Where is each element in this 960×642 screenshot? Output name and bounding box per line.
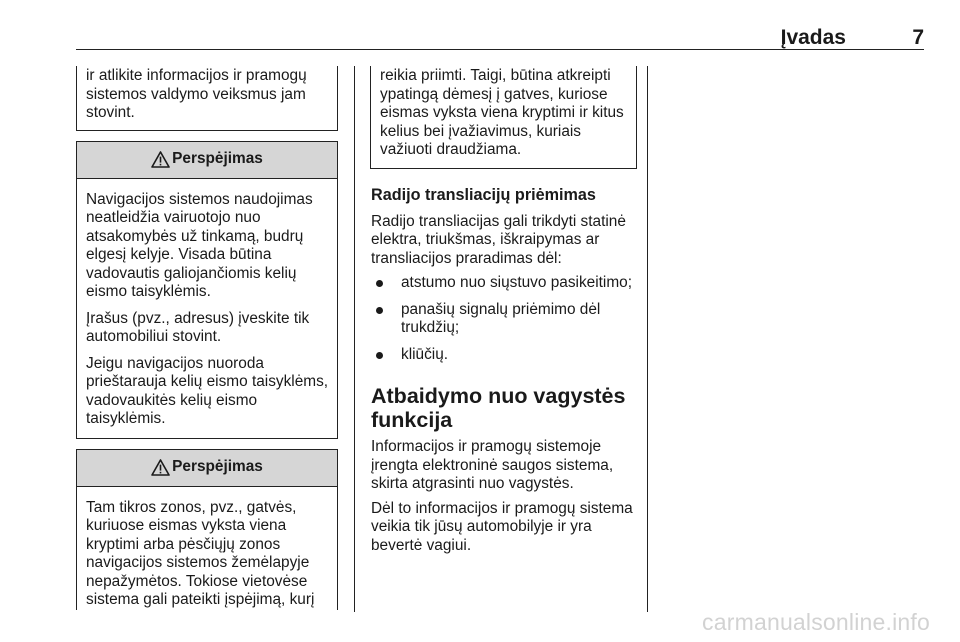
bullet-icon bbox=[376, 280, 383, 287]
warning-body bbox=[77, 487, 337, 610]
warning-paragraph: Įrašus (pvz., adresus) įveskite tik automobiliui stovint. bbox=[86, 309, 310, 345]
warning-box bbox=[76, 141, 338, 439]
anti-theft-heading: Atbaidymo nuo vagystės funkcija bbox=[371, 384, 626, 432]
list-item: atstumo nuo siųstuvo pasikeitimo; bbox=[371, 274, 637, 293]
warning-body bbox=[77, 179, 337, 438]
interference-causes-list bbox=[371, 274, 637, 364]
left-column bbox=[76, 66, 338, 610]
radio-reception-heading: Radijo transliacijų priėmimas bbox=[371, 185, 596, 204]
list-item: panašių signalų priėmimo dėl trukdžių; bbox=[371, 301, 637, 338]
bullet-icon bbox=[376, 352, 383, 359]
warning-triangle-icon bbox=[151, 459, 170, 476]
page-number: 7 bbox=[912, 26, 924, 49]
continued-warning-text: reikia priimti. Taigi, būtina atkreipti ypatingą dėmesį į gatves, kuriose eismas vyksta viena kryptimi ir kitus kelius bei įvažiavimus, kuriais važiuoti draudžiama. bbox=[380, 67, 624, 158]
anti-theft-paragraph: Dėl to informacijos ir pramogų sistema veikia tik jūsų automobilyje ir yra bevertė vagiui. bbox=[371, 499, 633, 554]
middle-column bbox=[371, 66, 637, 561]
warning-header bbox=[77, 450, 337, 487]
warning-triangle-icon bbox=[151, 151, 170, 168]
warning-title: Perspėjimas bbox=[172, 458, 263, 476]
bullet-icon bbox=[376, 307, 383, 314]
warning-title: Perspėjimas bbox=[172, 150, 263, 168]
left-column-divider bbox=[354, 66, 355, 612]
warning-paragraph: Tam tikros zonos, pvz., gatvės, kuriuose eismas vyksta viena kryptimi arba pėsčiųjų zonos navigacijos sistemos žemėlapyje nepažymėtos. Tokiose vietovėse sistema gali pateikti įspėjimą, kurį bbox=[86, 498, 315, 608]
warning-box bbox=[76, 449, 338, 610]
header-rule bbox=[76, 49, 924, 50]
warning-paragraph: Navigacijos sistemos naudojimas neatleidžia vairuotojo nuo atsakomybės už tinkamą, budrų elgesį kelyje. Visada būtina vadovautis galiojančiomis kelių eismo taisyklėmis. bbox=[86, 190, 313, 300]
continued-warning-box bbox=[370, 66, 637, 169]
anti-theft-paragraph: Informacijos ir pramogų sistemoje įrengta elektroninė saugos sistema, skirta atgrasinti nuo vagystės. bbox=[371, 438, 614, 492]
continued-note-box bbox=[76, 66, 338, 131]
warning-paragraph: Jeigu navigacijos nuoroda prieštarauja kelių eismo taisyklėms, vadovaukitės kelių eismo taisyklėmis. bbox=[86, 354, 329, 427]
watermark: carmanualsonline.info bbox=[702, 609, 930, 635]
right-column-divider bbox=[647, 66, 648, 612]
continued-note-text: ir atlikite informacijos ir pramogų sistemos valdymo veiksmus jam stovint. bbox=[86, 67, 307, 121]
section-title: Įvadas bbox=[780, 26, 846, 49]
list-item: kliūčių. bbox=[371, 346, 637, 365]
radio-reception-intro: Radijo transliacijas gali trikdyti statinė elektra, triukšmas, iškraipymas ar transliacijos praradimas dėl: bbox=[371, 212, 626, 267]
warning-header bbox=[77, 142, 337, 179]
